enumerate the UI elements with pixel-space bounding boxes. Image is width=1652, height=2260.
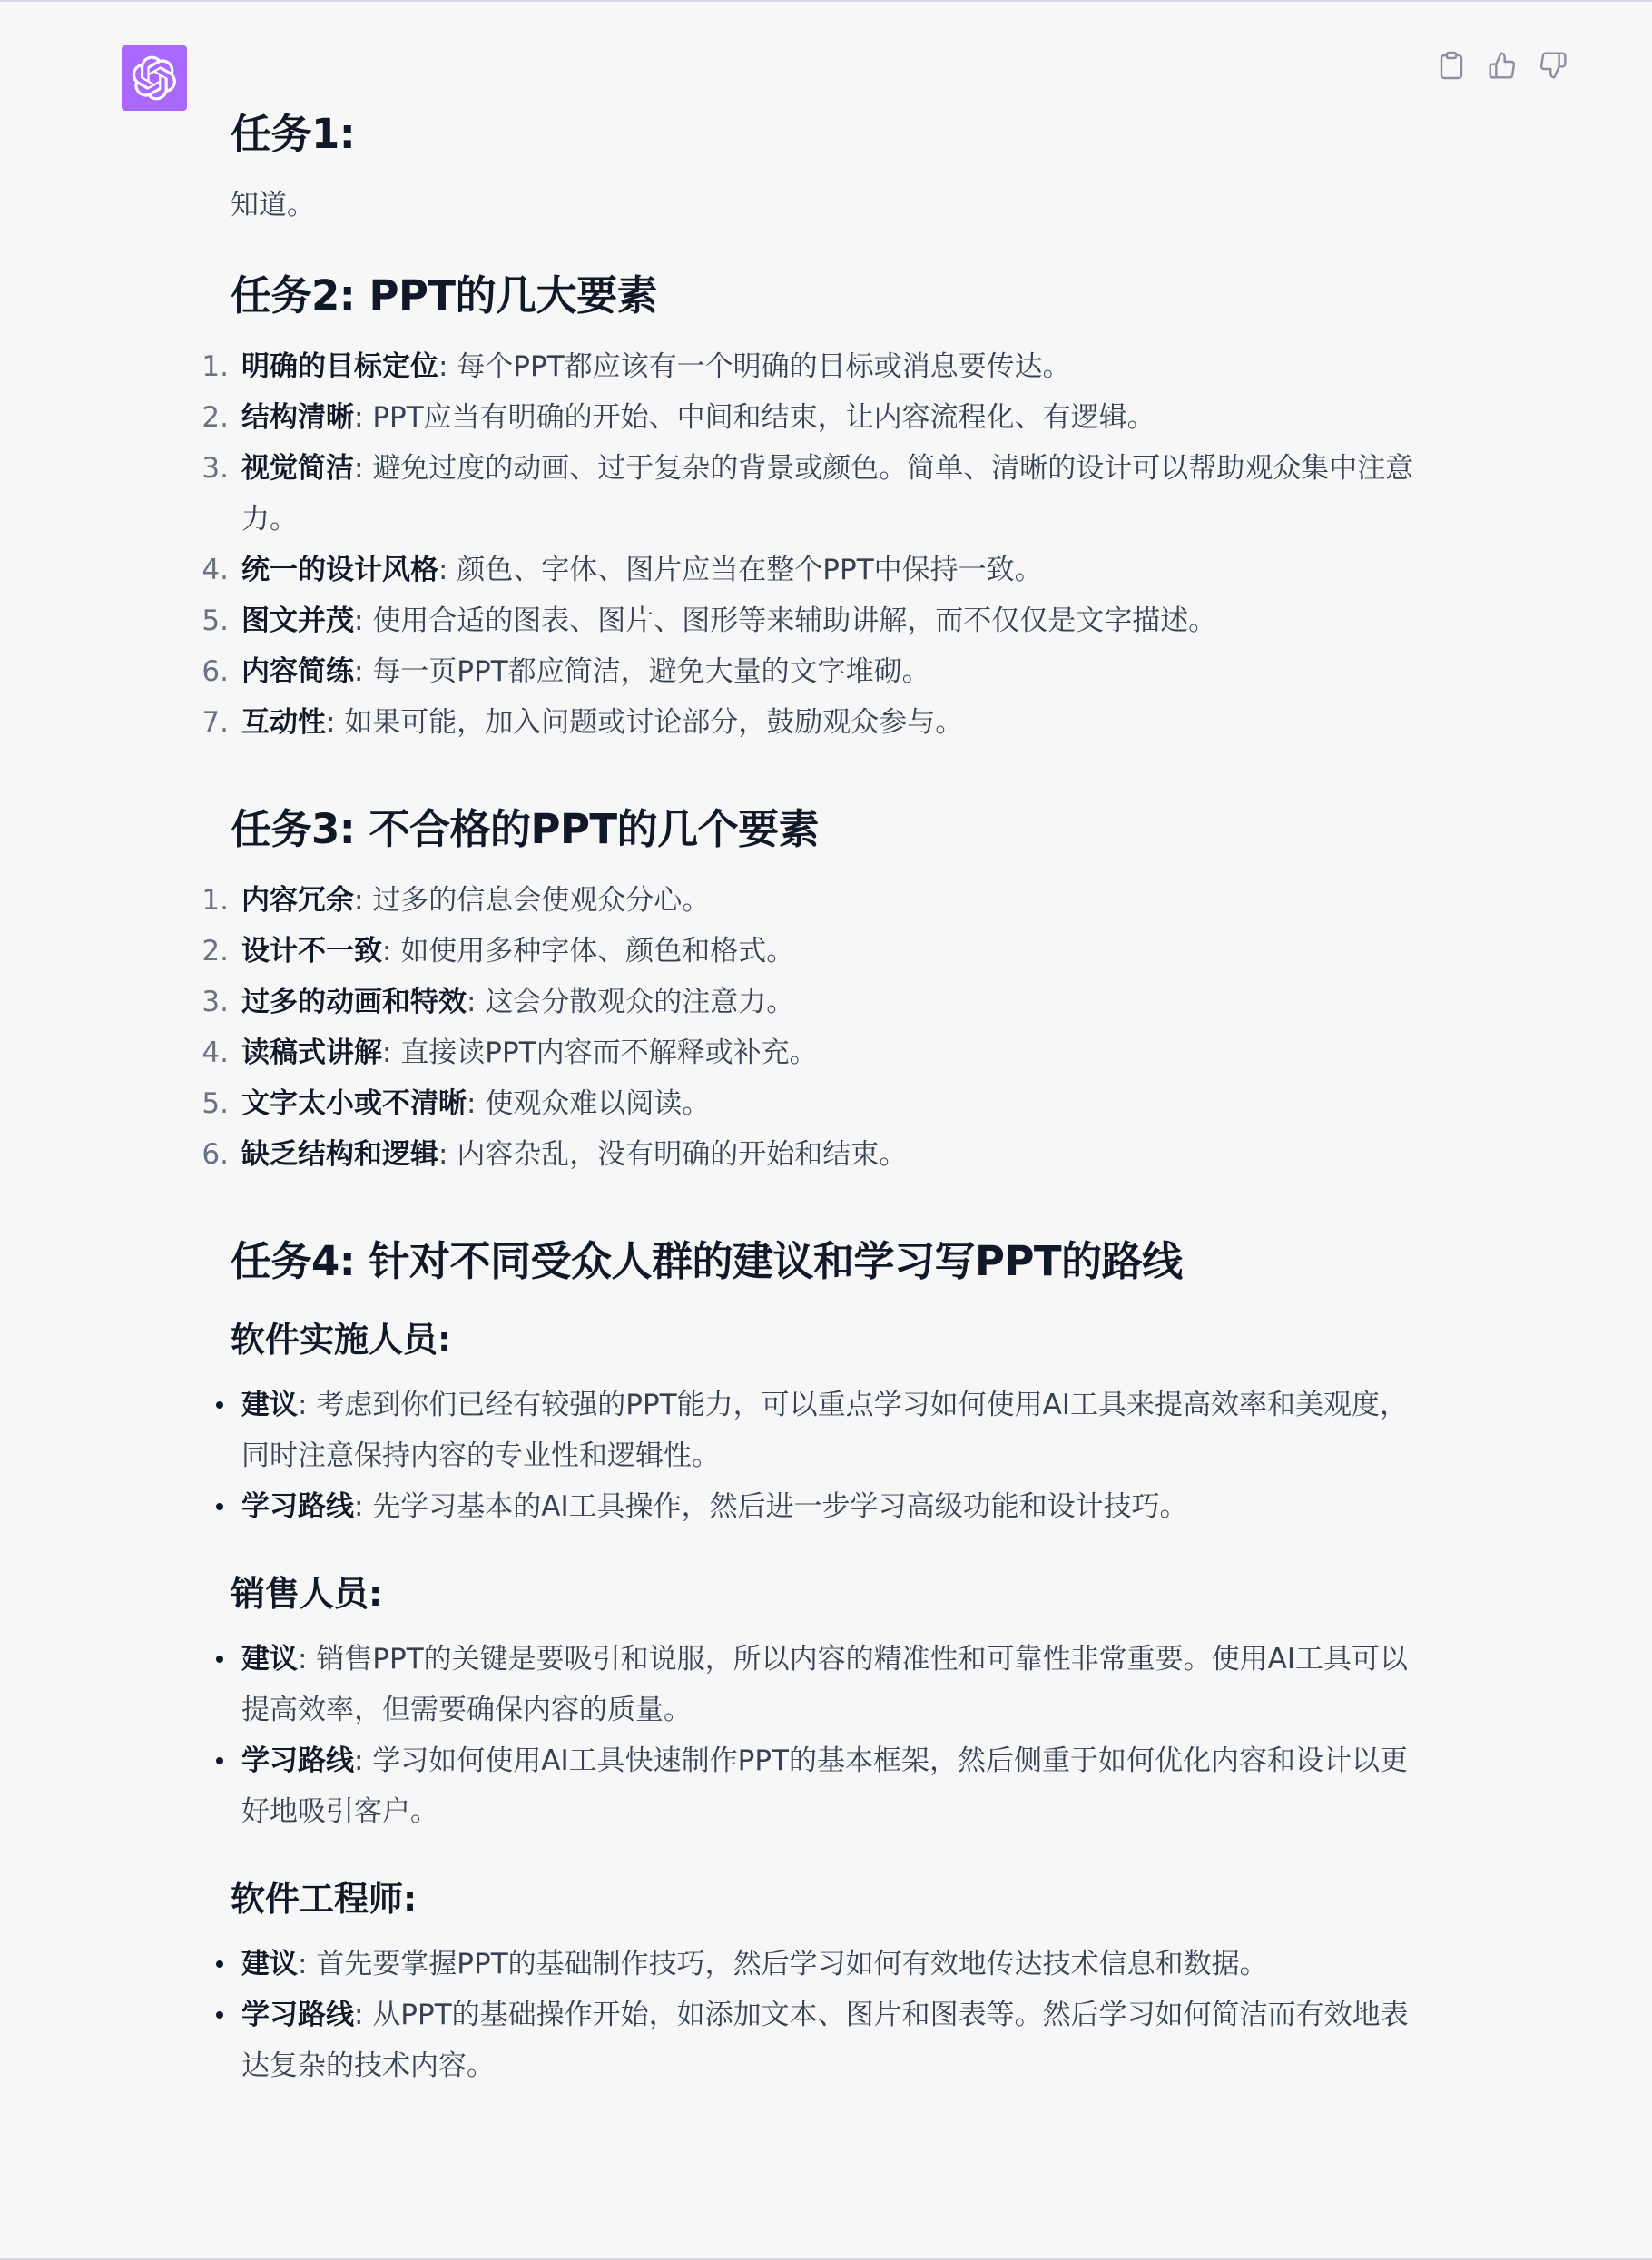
bullet	[216, 1757, 223, 1764]
list-item: 5. 图文并茂: 使用合适的图表、图片、图形等来辅助讲解，而不仅仅是文字描述。	[202, 604, 1217, 637]
thumbs-down-button[interactable]	[1539, 51, 1568, 80]
list-item: 5. 文字太小或不清晰: 使观众难以阅读。	[202, 1087, 711, 1120]
list-item: 2. 设计不一致: 如使用多种字体、颜色和格式。	[202, 935, 795, 968]
list-item: 学习路线: 先学习基本的AI工具操作，然后进一步学习高级功能和设计技巧。	[231, 1481, 1420, 1532]
list-item: 6. 内容简练: 每一页PPT都应简洁，避免大量的文字堆砌。	[202, 655, 930, 688]
thumbs-up-icon	[1488, 51, 1517, 80]
audience-heading: 销售人员:	[231, 1574, 383, 1614]
audience-heading: 软件工程师:	[231, 1879, 418, 1919]
list-item: 3. 过多的动画和特效: 这会分散观众的注意力。	[202, 986, 795, 1018]
list-item: 建议: 考虑到你们已经有较强的PPT能力，可以重点学习如何使用AI工具来提高效率和美观度，同时注意保持内容的专业性和逻辑性。	[231, 1380, 1420, 1481]
bullet	[216, 2011, 223, 2019]
bullet	[216, 1960, 223, 1968]
clipboard-icon	[1439, 51, 1464, 80]
audience-list	[231, 1380, 1420, 1532]
task3-list	[202, 875, 1420, 1180]
assistant-avatar	[122, 45, 187, 111]
list-item: 3. 视觉简洁: 避免过度的动画、过于复杂的背景或颜色。简单、清晰的设计可以帮助观众集中注意力。	[202, 452, 1414, 536]
list-item: 建议: 销售PPT的关键是要吸引和说服，所以内容的精准性和可靠性非常重要。使用AI工具可以提高效率，但需要确保内容的质量。	[231, 1634, 1420, 1735]
task4-heading: 任务4: 针对不同受众人群的建议和学习写PPT的路线	[231, 1237, 1183, 1285]
task1-text: 知道。	[231, 189, 315, 221]
list-item: 2. 结构清晰: PPT应当有明确的开始、中间和结束，让内容流程化、有逻辑。	[202, 401, 1155, 434]
openai-logo-icon	[132, 55, 177, 101]
list-item: 6. 缺乏结构和逻辑: 内容杂乱，没有明确的开始和结束。	[202, 1138, 908, 1171]
top-divider	[0, 0, 1652, 2]
list-item: 4. 读稿式讲解: 直接读PPT内容而不解释或补充。	[202, 1037, 818, 1069]
list-item: 学习路线: 从PPT的基础操作开始，如添加文本、图片和图表等。然后学习如何简洁而有效地表达复杂的技术内容。	[231, 1990, 1420, 2091]
message-actions	[1437, 51, 1568, 80]
bullet	[216, 1503, 223, 1510]
task3-heading: 任务3: 不合格的PPT的几个要素	[231, 805, 820, 853]
message-content	[202, 100, 1420, 2091]
list-item: 4. 统一的设计风格: 颜色、字体、图片应当在整个PPT中保持一致。	[202, 554, 1043, 586]
task1-heading: 任务1:	[231, 110, 356, 158]
copy-button[interactable]	[1437, 51, 1466, 80]
task2-heading: 任务2: PPT的几大要素	[231, 271, 658, 319]
list-item: 1. 内容冗余: 过多的信息会使观众分心。	[202, 884, 711, 917]
thumbs-up-button[interactable]	[1488, 51, 1517, 80]
list-item: 1. 明确的目标定位: 每个PPT都应该有一个明确的目标或消息要传达。	[202, 350, 1071, 383]
audience-list	[231, 1634, 1420, 1837]
audience-list	[231, 1939, 1420, 2091]
list-item: 7. 互动性: 如果可能，加入问题或讨论部分，鼓励观众参与。	[202, 706, 964, 739]
list-item: 学习路线: 学习如何使用AI工具快速制作PPT的基本框架，然后侧重于如何优化内容和设计以更好地吸引客户。	[231, 1735, 1420, 1837]
task2-list	[202, 341, 1420, 748]
thumbs-down-icon	[1539, 51, 1568, 80]
audience-heading: 软件实施人员:	[231, 1320, 452, 1360]
list-item: 建议: 首先要掌握PPT的基础制作技巧，然后学习如何有效地传达技术信息和数据。	[231, 1939, 1420, 1990]
bullet	[216, 1401, 223, 1409]
bullet	[216, 1656, 223, 1663]
